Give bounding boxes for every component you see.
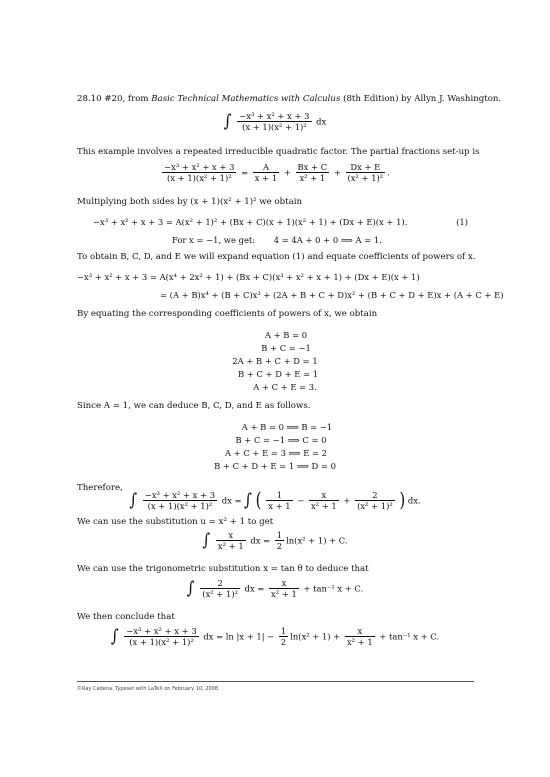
final-ln-abs: ln |x + 1| − <box>225 631 275 642</box>
final-arctan-tail: + tan⁻¹ x + C. <box>379 631 440 642</box>
final-lhs-numerator: −x³ + x² + x + 3 <box>126 626 197 636</box>
final-lhs-denominator: (x + 1)(x² + 1)² <box>129 637 194 648</box>
half-denominator: 2 <box>276 541 283 552</box>
final-rational-numerator: x <box>345 627 375 637</box>
integral-sign: ∫ <box>129 489 138 511</box>
lhs-denominator: (x + 1)(x² + 1)² <box>147 501 213 512</box>
multiply-paragraph: Multiplying both sides by (x + 1)(x² + 1)² we obtain <box>77 197 302 207</box>
deduction-step: B + C + D + E = 1 ⟹ D = 0 <box>214 461 336 471</box>
left-paren: ( <box>255 488 262 512</box>
trig-paragraph: We can use the trigonometric substitution x = tan θ to deduce that <box>77 564 369 574</box>
split-term3-denominator: (x² + 1)² <box>357 501 393 512</box>
split-term1-denominator: x + 1 <box>268 501 291 512</box>
split-term2-numerator: x <box>309 491 339 501</box>
setup-term1-numerator: A <box>253 163 279 173</box>
final-half-numerator: 1 <box>280 626 287 636</box>
system-equation: A + C + E = 3. <box>253 382 317 392</box>
problem-integral <box>0 112 550 132</box>
lhs-numerator: −x³ + x² + x + 3 <box>144 490 216 500</box>
u-sub-result: ln(x² + 1) + C. <box>286 535 348 546</box>
equating-paragraph: By equating the corresponding coefficients of powers of x, we obtain <box>77 309 378 319</box>
integral-sign: ∫ <box>186 577 195 599</box>
substitute-x-line <box>172 236 382 244</box>
setup-term1-denominator: x + 1 <box>254 173 278 184</box>
u-substitution-integral: ∫ $\frac{x}{\text{x² + 1}}$ dx = $\frac{1}{2}$ ln(x² + 1) + C. <box>202 529 348 552</box>
problem-numerator: −x³ + x² + x + 3 <box>239 111 310 121</box>
final-rational-denominator: x² + 1 <box>346 637 373 648</box>
final-result: ∫ $\frac{\text{−x³ + x² + x + 3}}{\text{(x + 1)(x² + 1)²}}$ dx = ln |x + 1| − $\frac{1}{2}$ ln(x² + 1) + $\frac{x}{\text{x² + 1}}$ + tan⁻¹ x + C. <box>110 625 440 648</box>
book-title: Basic Technical Mathematics with Calculus <box>151 94 341 104</box>
setup-term3-denominator: (x² + 1)² <box>347 173 384 184</box>
substitute-x-label: For x = −1, we get: <box>172 235 256 245</box>
final-half-denominator: 2 <box>280 637 287 648</box>
footer-divider <box>77 681 474 682</box>
setup-term3-numerator: Dx + E <box>346 163 386 173</box>
problem-denominator: (x + 1)(x² + 1)² <box>242 122 307 133</box>
trig-denominator: (x² + 1)² <box>202 589 238 600</box>
system-equation: B + C = −1 <box>261 343 311 353</box>
setup-lhs-numerator: −x³ + x² + x + 3 <box>164 162 235 172</box>
citation-prefix: 28.10 #20, from <box>77 94 152 104</box>
expand-paragraph: To obtain B, C, D, and E we will expand equation (1) and equate coefficients of powers of x. <box>77 252 476 262</box>
integral-sign: ∫ <box>223 110 232 132</box>
equation-1: −x³ + x² + x + 3 = A(x² + 1)² + (Bx + C)(x + 1)(x² + 1) + (Dx + E)(x + 1). <box>93 217 408 227</box>
setup-term2-numerator: Bx + C <box>297 162 328 172</box>
system-equation: B + C + D + E = 1 <box>237 369 319 379</box>
deduction-list <box>0 422 550 474</box>
conclude-paragraph: We then conclude that <box>77 612 175 622</box>
integral-sign: ∫ <box>244 489 252 511</box>
integral-sign: ∫ <box>110 625 119 647</box>
equation-1-number: (1) <box>456 217 468 227</box>
footer-text: ©Ray Cadena. Typeset with LaTeX on February 10, 2008. <box>77 686 220 692</box>
setup-lhs-denominator: (x + 1)(x² + 1)² <box>167 173 232 184</box>
citation-suffix: (8th Edition) by Allyn J. Washington. <box>340 94 502 104</box>
expansion-line-2: = (A + B)x⁴ + (B + C)x³ + (2A + B + C + D)x² + (B + C + D + E)x + (A + C + E) <box>160 290 504 300</box>
partial-fraction-setup: $\frac{\text{−x³ + x² + x + 3}}{\text{(x + 1)(x² + 1)²}}$ = $\frac{A}{x + 1}$ + $\frac{Bx + C}{\text{x² + 1}}$ + $\frac{Dx + E}{\text{(x² + 1)²}}$ . <box>164 162 390 184</box>
u-sub-numerator: x <box>216 531 246 541</box>
deduction-step: B + C = −1 ⟹ C = 0 <box>235 435 327 445</box>
trig-result-numerator: x <box>269 579 299 589</box>
split-term2-denominator: x² + 1 <box>310 501 337 512</box>
system-equation: 2A + B + C + D = 1 <box>232 356 318 366</box>
right-paren: ) <box>399 488 406 512</box>
since-paragraph: Since A = 1, we can deduce B, C, D, and E as follows. <box>77 401 311 411</box>
problem-fraction <box>237 112 311 132</box>
substitution-paragraph: We can use the substitution u = x² + 1 to get <box>77 517 274 527</box>
intro-paragraph: This example involves a repeated irreducible quadratic factor. The partial fractions set-up is <box>77 147 480 157</box>
substitute-x-result: 4 = 4A + 0 + 0 ⟹ A = 1. <box>273 235 382 245</box>
coefficient-system <box>0 330 550 395</box>
trig-numerator: 2 <box>200 579 240 589</box>
trig-substitution-integral: ∫ $\frac{2}{\text{(x² + 1)²}}$ dx = $\frac{x}{\text{x² + 1}}$ + tan⁻¹ x + C. <box>186 577 364 600</box>
trig-result-tail: + tan⁻¹ x + C. <box>303 583 364 594</box>
decomposed-integral: ∫ $\frac{\text{−x³ + x² + x + 3}}{\text{(x + 1)(x² + 1)²}}$ dx = ∫ ( $\frac{1}{x + 1}$ − $\frac{x}{\text{x² + 1}}$ + $\frac{2}{\text{(x² + 1)²}}$ ) dx. <box>129 488 421 512</box>
system-equation: A + B = 0 <box>264 330 308 340</box>
trig-result-denominator: x² + 1 <box>271 589 297 600</box>
integral-sign: ∫ <box>202 529 211 551</box>
source-citation <box>77 95 501 104</box>
deduction-step: A + B = 0 ⟹ B = −1 <box>241 422 333 432</box>
u-sub-denominator: x² + 1 <box>217 541 244 552</box>
therefore-paragraph: Therefore, <box>77 483 123 493</box>
half-numerator: 1 <box>276 530 283 540</box>
expansion-line-1: −x³ + x² + x + 3 = A(x⁴ + 2x² + 1) + (Bx + C)(x³ + x² + x + 1) + (Dx + E)(x + 1) <box>77 272 420 282</box>
problem-differential: dx <box>316 116 327 127</box>
split-term1-numerator: 1 <box>266 491 292 501</box>
deduction-step: A + C + E = 3 ⟹ E = 2 <box>224 448 328 458</box>
setup-term2-denominator: x² + 1 <box>299 173 326 184</box>
split-term3-numerator: 2 <box>355 491 395 501</box>
final-ln-quadratic: ln(x² + 1) + <box>290 631 341 642</box>
